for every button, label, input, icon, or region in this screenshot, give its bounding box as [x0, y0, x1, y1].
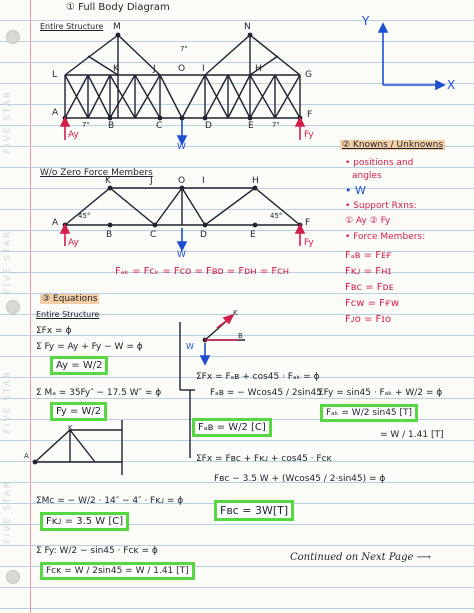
node-label-B: B — [108, 121, 115, 131]
reaction-label-Fy: Fy — [304, 130, 314, 140]
force-equalities: Fₐₖ = Fᴄₖ = Fᴄᴏ = Fʙᴅ = Fᴅʜ = Fᴄʜ — [115, 266, 290, 277]
zero-force-title: W/o Zero Force Members — [40, 168, 153, 178]
node-label-N: N — [244, 22, 251, 32]
reaction-label-Fy: Fy — [304, 238, 314, 248]
equation-line: ΣFy = sin45 · Fₐₖ + W/2 = ϕ — [318, 388, 443, 398]
equation-line: Fʙᴄ − 3.5 W + (Wcos45 / 2·sin45) = ϕ — [214, 474, 386, 484]
equation-line: Σ Mₐ = 35Fy″ − 17.5 W″ = ϕ — [36, 388, 162, 398]
node-label-K: K — [113, 64, 119, 74]
equality-row: Fᴋᴊ = Fʜɪ — [345, 266, 392, 277]
knowns-item: ① Ay ② Fy — [345, 216, 391, 226]
node-label-J: J — [150, 176, 153, 186]
equation-line: Σ Fy: W/2 − sin45 · Fᴄᴋ = ϕ — [36, 546, 158, 556]
knowns-item: • positions and — [345, 158, 414, 168]
truss-member — [205, 35, 250, 75]
equality-row: Fᴄᴡ = Fғᴡ — [345, 298, 399, 309]
dimension-label: 7" — [180, 45, 188, 53]
node-label-K: K — [105, 176, 111, 186]
node-label-O: O — [178, 64, 186, 74]
node-label-A: A — [24, 452, 29, 460]
angle-label: 45° — [78, 212, 91, 220]
node-label-J: J — [153, 64, 156, 74]
equality-row: Fʙᴄ = Fᴅᴇ — [345, 282, 394, 293]
node-label-D: D — [200, 230, 207, 240]
load-label-W: W — [177, 142, 186, 152]
knowns-item: • Support Rxns: — [345, 201, 417, 211]
node-label-K: K — [68, 424, 73, 432]
equations-title: ③ Equations — [42, 294, 98, 304]
node-label-F: F — [307, 110, 313, 120]
continued-note: Continued on Next Page ⟶ — [290, 552, 431, 563]
node-label-M: M — [113, 22, 121, 32]
equation-line: ΣFx = ϕ — [36, 326, 72, 336]
section1-subtitle: Entire Structure — [40, 22, 104, 31]
node-label-H: H — [252, 176, 259, 186]
result-box: Fₐʙ = W/2 [C] — [192, 418, 272, 437]
angle-label: 45° — [270, 212, 283, 220]
node-label-I: I — [202, 64, 205, 74]
section1-title: ① Full Body Diagram — [66, 2, 170, 13]
axis-x-label: X — [447, 78, 456, 92]
reaction-label-Ay: Ay — [68, 238, 79, 248]
dimension-label: 7" — [82, 121, 90, 129]
node-label-C: C — [150, 230, 157, 240]
result-box: Ay = W/2 — [50, 356, 108, 375]
notebook-brand: FIVE STAR — [3, 90, 13, 154]
axis-y-label: Y — [362, 14, 370, 28]
result-box: Fₐₖ = W/2 sin45 [T] — [320, 404, 418, 422]
reaction-label-Ay: Ay — [68, 130, 79, 140]
node-label-A: A — [52, 218, 59, 228]
result-box: Fᴋᴊ = 3.5 W [C] — [40, 512, 129, 531]
result-box: Fʙᴄ = 3W[T] — [214, 500, 294, 521]
knowns-title: ② Knowns / Unknowns — [342, 140, 444, 150]
equation-line: Fₐʙ = − Wcos45 / 2sin45 — [210, 388, 322, 398]
node-label-O: O — [178, 176, 186, 186]
node-label-G: G — [305, 70, 312, 80]
equations-subtitle: Entire Structure — [36, 310, 100, 319]
equation-line: ΣFx = Fₐʙ + cos45 · Fₐₖ = ϕ — [196, 372, 320, 382]
notebook-brand: FIVE STAR — [3, 230, 13, 294]
node-label-L: L — [52, 70, 58, 80]
dimension-label: 7" — [272, 121, 280, 129]
knowns-item: • W — [345, 184, 366, 197]
node-label-D: D — [205, 121, 212, 131]
node-label-I: I — [202, 176, 205, 186]
equation-line: ΣFx = Fʙᴄ + Fᴋᴊ + cos45 · Fᴄᴋ — [196, 454, 332, 464]
load-label-W: W — [186, 342, 194, 351]
node-label-B: B — [238, 332, 243, 340]
node-label-K: K — [233, 309, 238, 317]
load-label-W: W — [177, 250, 186, 260]
result-box: Fy = W/2 — [50, 402, 107, 421]
equation-line: = W / 1.41 [T] — [380, 430, 444, 440]
node-label-E: E — [248, 121, 254, 131]
truss-member — [65, 35, 118, 75]
knowns-item: angles — [352, 171, 382, 181]
node-label-H: H — [255, 64, 262, 74]
node-label-B: B — [106, 230, 113, 240]
node-label-A: A — [52, 108, 59, 118]
notebook-brand: FIVE STAR — [3, 370, 13, 434]
equation-line: ΣMᴄ = − W/2 · 14″ − 4″ · Fᴋᴊ = ϕ — [36, 496, 184, 506]
knowns-item: • Force Members: — [345, 232, 426, 242]
equation-line: Σ Fy = Ay + Fy − W = ϕ — [36, 342, 143, 352]
notebook-brand: FIVE STAR — [3, 480, 13, 544]
node-label-E: E — [250, 230, 256, 240]
result-box: Fᴄᴋ = W / 2sin45 = W / 1.41 [T] — [40, 562, 195, 580]
equality-row: Fᴊᴏ = Fɪᴏ — [345, 314, 392, 325]
equality-row: Fₐʙ = Fᴇғ — [345, 250, 392, 261]
node-label-F: F — [305, 218, 311, 228]
node-label-C: C — [156, 121, 163, 131]
